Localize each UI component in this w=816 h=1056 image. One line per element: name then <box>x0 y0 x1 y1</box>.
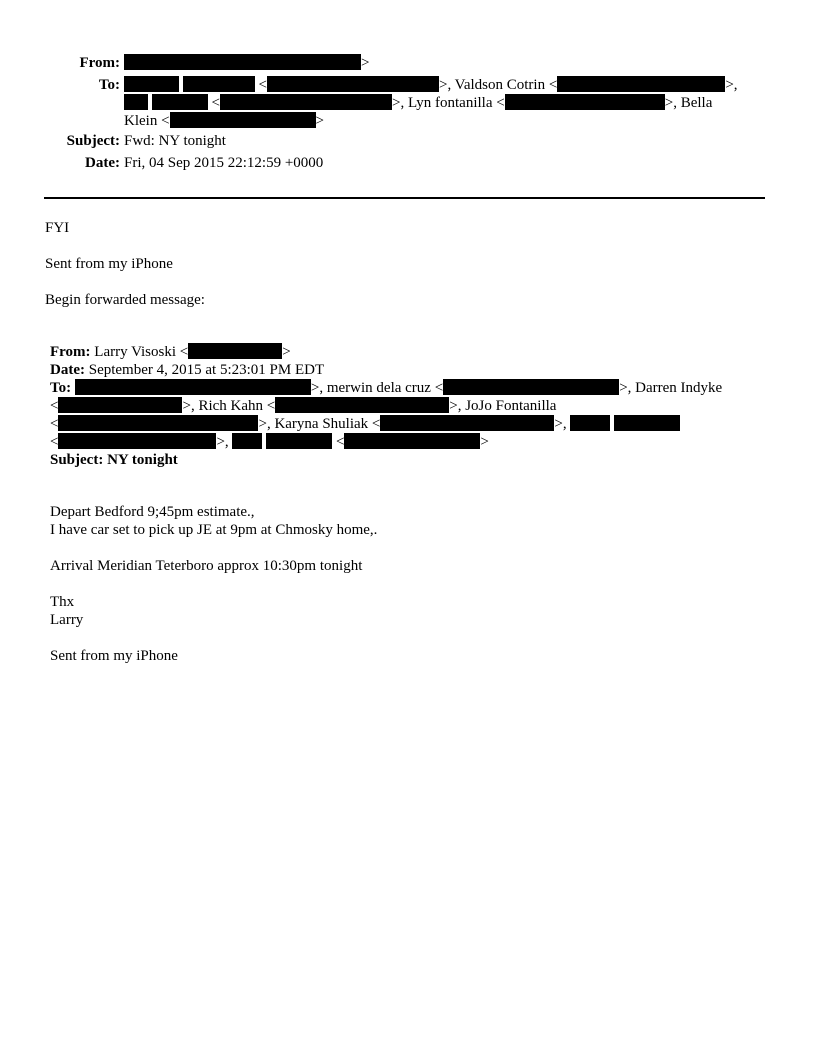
redaction-box <box>58 415 258 431</box>
fwd-to-name-karyna: , Karyna Shuliak <box>266 416 372 432</box>
redaction-box <box>614 415 680 431</box>
redaction-box <box>443 379 619 395</box>
redaction-box <box>183 76 255 92</box>
msg-line: Sent from my iPhone <box>50 648 178 664</box>
msg-line: I have car set to pick up JE at 9pm at Chmosky home,. <box>50 522 378 538</box>
fwd-subject-row <box>50 451 722 469</box>
fwd-to-row: To: >, merwin dela cruz < >, Darren Indyke <box>50 380 723 396</box>
fwd-to-name-darren: , Darren Indyke <box>627 380 723 396</box>
redaction-box <box>124 76 179 92</box>
fwd-date-value: September 4, 2015 at 5:23:01 PM EDT <box>84 362 325 378</box>
redaction-box <box>232 433 262 449</box>
fwd-subject: Subject: NY tonight <box>50 452 178 468</box>
fwd-date-label: Date: <box>50 362 85 378</box>
fwd-to-label: To: <box>50 380 72 396</box>
redaction-box <box>220 94 392 110</box>
fwd-date-row <box>50 361 722 379</box>
msg-line: Thx <box>50 594 75 610</box>
fwd-from-row: From: Larry Visoski < > <box>50 344 291 360</box>
subject-label: Subject: <box>66 133 120 149</box>
redaction-box <box>170 112 316 128</box>
subject-row <box>40 132 770 150</box>
from-label: From: <box>79 55 120 71</box>
forwarded-header: From: Larry Visoski < > Date: September 4, 2015 at 5:23:01 PM EDT To: >, merwin dela cruz < >, Darren Indyke < >, Rich Kahn < >, JoJo Fontanilla < >, Karyna Shuliak < >, < >, < > Subject: NY tonight <box>50 344 723 468</box>
fwd-from-label: From: <box>50 344 91 360</box>
to-label: To: <box>98 77 120 93</box>
forwarded-body <box>50 503 377 539</box>
redaction-box <box>557 76 725 92</box>
date-row <box>40 154 770 172</box>
redaction-box <box>188 343 282 359</box>
to-name-valdson: , Valdson Cotrin <box>447 77 549 93</box>
redaction-box <box>124 94 148 110</box>
redaction-box <box>275 397 449 413</box>
fwd-to-name-rich: , Rich Kahn <box>190 398 267 414</box>
redaction-box <box>344 433 480 449</box>
redaction-box <box>75 379 311 395</box>
to-name-lyn: , Lyn fontanilla <box>400 95 497 111</box>
redaction-box <box>570 415 610 431</box>
msg-line: Larry <box>50 612 84 628</box>
fwd-from-name: Larry Visoski <box>90 344 180 360</box>
date-label: Date: <box>85 155 120 171</box>
msg-line: Depart Bedford 9;45pm estimate., <box>50 504 255 520</box>
fwd-to-name-merwin: , merwin dela cruz <box>319 380 435 396</box>
body-line-fyi: FYI <box>45 220 70 236</box>
to-name-bella: , Bella <box>673 95 713 111</box>
redaction-box <box>124 54 361 70</box>
fwd-to-name-jojo: , JoJo Fontanilla <box>457 398 557 414</box>
date-value: Fri, 04 Sep 2015 22:12:59 +0000 <box>124 155 324 171</box>
redaction-box <box>58 397 182 413</box>
redaction-box <box>505 94 665 110</box>
redaction-box <box>380 415 554 431</box>
to-recipients: < >, Valdson Cotrin < >, < >, Lyn fontanilla < >, Bella Klein < > <box>124 77 738 129</box>
header-divider <box>44 197 765 199</box>
body-line-sent-from: Sent from my iPhone <box>45 256 173 272</box>
msg-line: Arrival Meridian Teterboro approx 10:30pm tonight <box>50 558 363 574</box>
email-header <box>40 54 770 176</box>
forwarded-signoff <box>50 593 83 629</box>
redaction-box <box>267 76 439 92</box>
subject-value: Fwd: NY tonight <box>124 133 226 149</box>
to-row <box>40 76 770 130</box>
redaction-box <box>58 433 216 449</box>
body-line-begin-forwarded: Begin forwarded message: <box>45 292 205 308</box>
redaction-box <box>152 94 208 110</box>
redaction-box <box>266 433 332 449</box>
from-row: From: > <box>40 54 770 72</box>
